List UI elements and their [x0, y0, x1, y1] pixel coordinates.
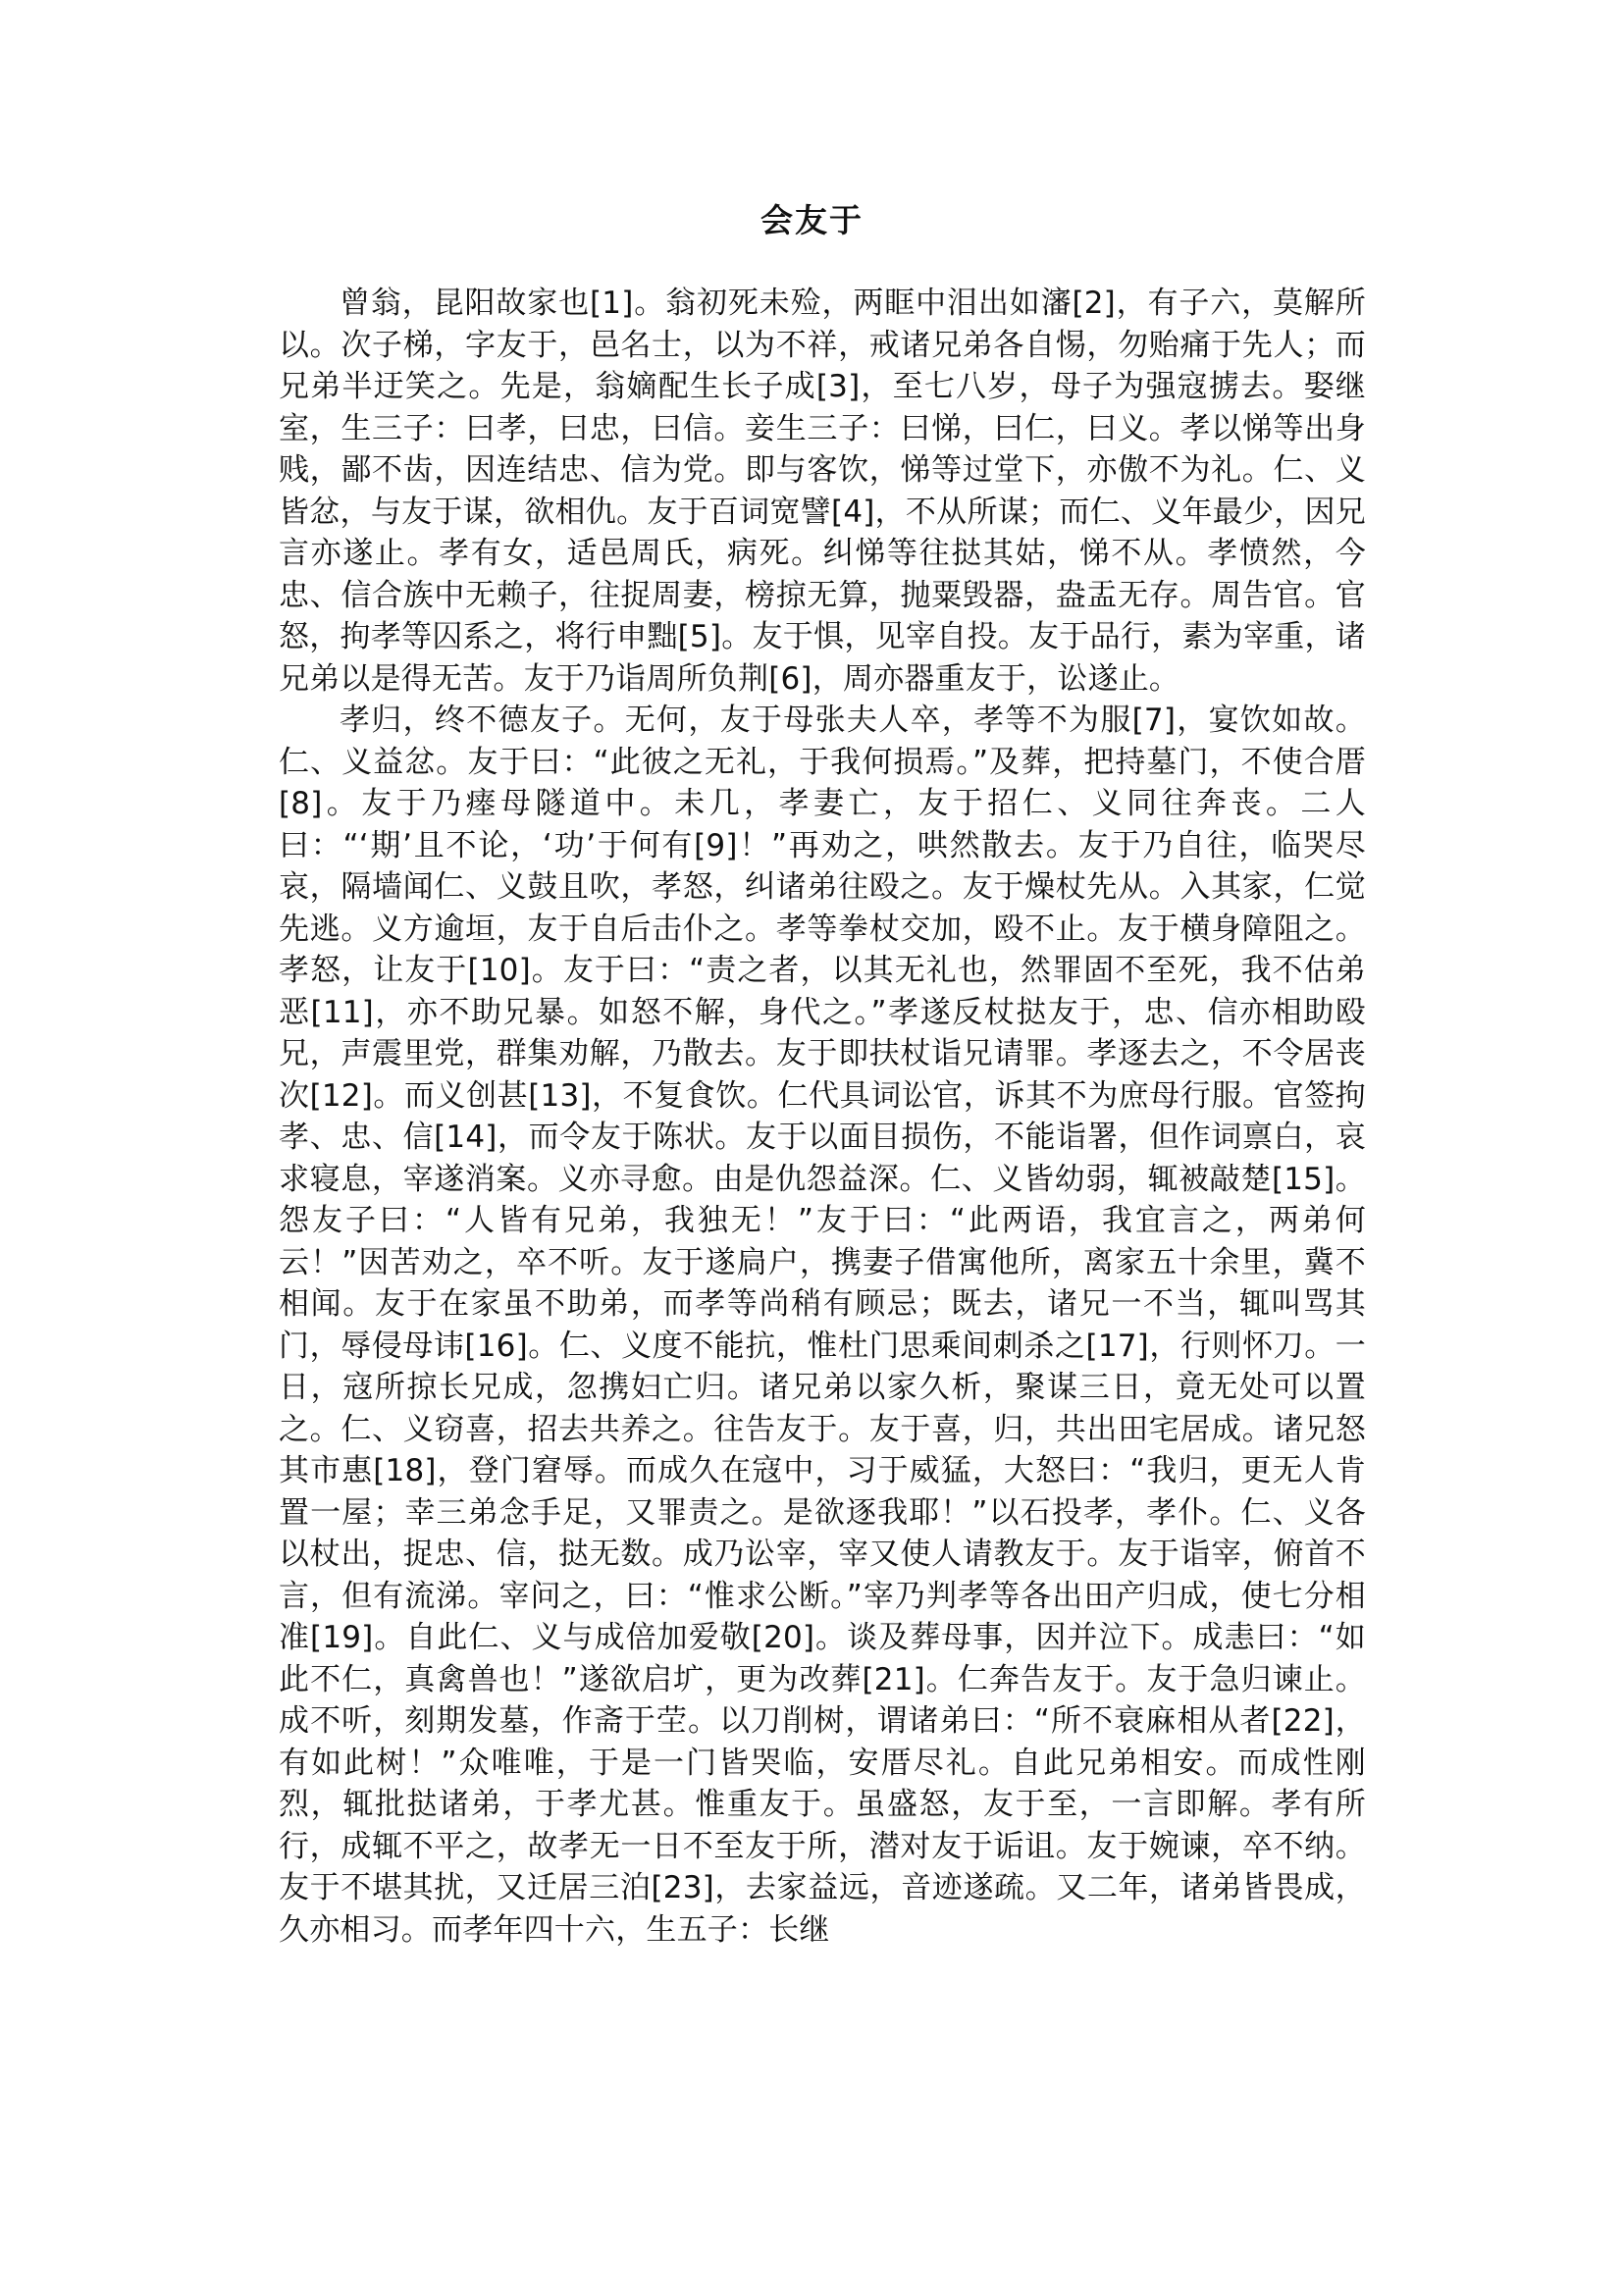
paragraph: 孝归，终不德友子。无何，友于母张夫人卒，孝等不为服[7]，宴饮如故。仁、义益忿。友于曰：“此彼之无礼，于我何损焉。”及葬，把持墓门，不使合厝[8]。友于乃瘗母隧道中。未几，孝妻亡，友于招仁、义同往奔丧。二人曰：“‘期’且不论，‘功’于何有[9]！”再劝之，哄然散去。友于乃自往，临哭尽哀，隔墙闻仁、义鼓且吹，孝怒，纠诸弟往殴之。友于燥杖先从。入其家，仁觉先逃。义方逾垣，友于自后击仆之。孝等拳杖交加，殴不止。友于横身障阻之。孝怒，让友于[10]。友于曰：“责之者，以其无礼也，然罪固不至死，我不估弟恶[11]，亦不助兄暴。如怒不解，身代之。”孝遂反杖挞友于，忠、信亦相助殴兄，声震里党，群集劝解，乃散去。友于即扶杖诣兄请罪。孝逐去之，不令居丧次[12]。而义创甚[13]，不复食饮。仁代具词讼官，诉其不为庶母行服。官签拘孝、忠、信[14]，而令友于陈状。友于以面目损伤，不能诣署，但作词禀白，哀求寝息，宰遂消案。义亦寻愈。由是仇怨益深。仁、义皆幼弱，辄被敲楚[15]。怨友子曰：“人皆有兄弟，我独无！”友于曰：“此两语，我宜言之，两弟何云！”因苦劝之，卒不听。友于遂扃户，携妻子借寓他所，离家五十余里，冀不相闻。友于在家虽不助弟，而孝等尚稍有顾忌；既去，诸兄一不当，辄叫骂其门，辱侵母讳[16]。仁、义度不能抗，惟杜门思乘间刺杀之[17]，行则怀刀。一日，寇所掠长兄成，忽携妇亡归。诸兄弟以家久析，聚谋三日，竟无处可以置之。仁、义窃喜，招去共养之。往告友于。友于喜，归，共出田宅居成。诸兄怒其市惠[18]，登门窘辱。而成久在寇中，习于威猛，大怒曰：“我归，更无人肯置一屋；幸三弟念手足，又罪责之。是欲逐我耶！”以石投孝，孝仆。仁、义各以杖出，捉忠、信，挞无数。成乃讼宰，宰又使人请教友于。友于诣宰，俯首不言，但有流涕。宰问之，曰：“惟求公断。”宰乃判孝等各出田产归成，使七分相准[19]。自此仁、义与成倍加爱敬[20]。谈及葬母事，因并泣下。成恚曰：“如此不仁，真禽兽也！”遂欲启圹，更为改葬[21]。仁奔告友于。友于急归谏止。成不听，刻期发墓，作斋于茔。以刀削树，谓诸弟曰：“所不衰麻相从者[22]，有如此树！”众唯唯，于是一门皆哭临，安厝尽礼。自此兄弟相安。而成性刚烈，辄批挞诸弟，于孝尤甚。惟重友于。虽盛怒，友于至，一言即解。孝有所行，成辄不平之，故孝无一日不至友于所，潜对友于诟诅。友于婉谏，卒不纳。友于不堪其扰，又迁居三泊[23]，去家益远，音迹遂疏。又二年，诸弟皆畏成，久亦相习。而孝年四十六，生五子：长继 — [279, 703, 1366, 1948]
document-body — [279, 283, 1366, 1951]
document-title: 会友于 — [760, 201, 864, 239]
paragraph: 曾翁，昆阳故家也[1]。翁初死未殓，两眶中泪出如瀋[2]，有子六，莫解所以。次子梯，字友于，邑名士，以为不祥，戒诸兄弟各自惕，勿贻痛于先人；而兄弟半迂笑之。先是，翁嫡配生长子成[3]，至七八岁，母子为强寇掳去。娶继室，生三子：曰孝，曰忠，曰信。妾生三子：曰悌，曰仁，曰义。孝以悌等出身贱，鄙不齿，因连结忠、信为党。即与客饮，悌等过堂下，亦傲不为礼。仁、义皆忿，与友于谋，欲相仇。友于百词宽譬[4]，不从所谋；而仁、义年最少，因兄言亦遂止。孝有女，适邑周氏，病死。纠悌等往挞其姑，悌不从。孝愤然，今忠、信合族中无赖子，往捉周妻，榜掠无算，抛粟毁器，盎盂无存。周告官。官怒，拘孝等囚系之，将行申黜[5]。友于惧，见宰自投。友于品行，素为宰重，诸兄弟以是得无苦。友于乃诣周所负荆[6]，周亦器重友于，讼遂止。 — [279, 286, 1366, 697]
